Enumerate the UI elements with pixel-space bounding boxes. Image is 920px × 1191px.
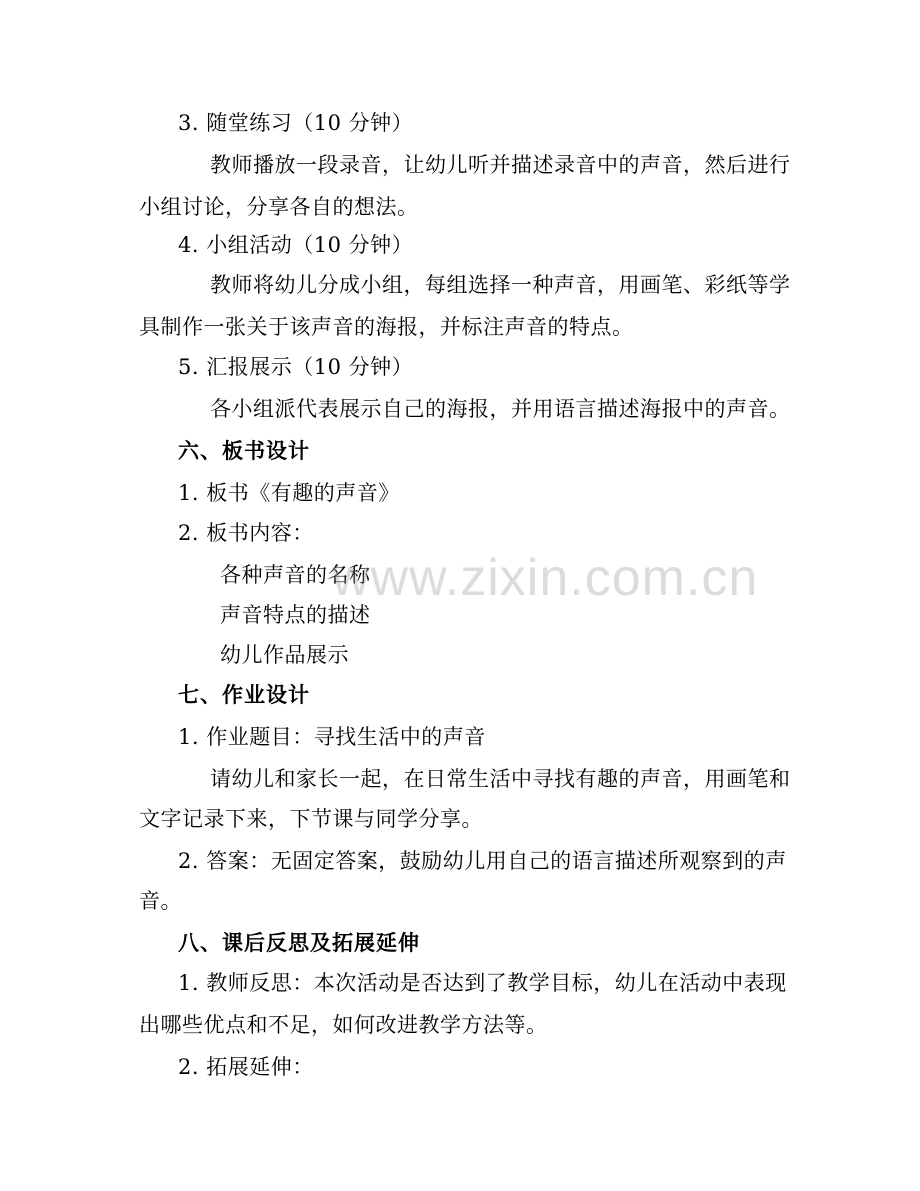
- list-item: 1. 作业题目：寻找生活中的声音: [178, 725, 486, 749]
- list-item: 1. 教师反思：本次活动是否达到了教学目标，幼儿在活动中表现: [178, 971, 787, 995]
- paragraph-line: 教师播放一段录音，让幼儿听并描述录音中的声音，然后进行: [210, 153, 791, 177]
- list-item-practice: 3. 随堂练习（10 分钟）: [178, 111, 414, 135]
- board-content-item: 幼儿作品展示: [220, 643, 349, 667]
- list-item-group-activity: 4. 小组活动（10 分钟）: [178, 233, 414, 257]
- section-heading-board-design: 六、板书设计: [178, 439, 310, 463]
- paragraph-line: 具制作一张关于该声音的海报，并标注声音的特点。: [139, 315, 634, 339]
- list-item: 2. 答案：无固定答案，鼓励幼儿用自己的语言描述所观察到的声: [178, 849, 787, 873]
- board-content-item: 各种声音的名称: [220, 563, 371, 587]
- board-content-item: 声音特点的描述: [220, 603, 371, 627]
- list-item-presentation: 5. 汇报展示（10 分钟）: [178, 355, 414, 379]
- paragraph-line: 请幼儿和家长一起，在日常生活中寻找有趣的声音，用画笔和: [210, 767, 791, 791]
- section-heading-reflection: 八、课后反思及拓展延伸: [178, 931, 420, 955]
- section-heading-homework: 七、作业设计: [178, 683, 310, 707]
- paragraph-line: 各小组派代表展示自己的海报，并用语言描述海报中的声音。: [210, 397, 791, 421]
- paragraph-line: 音。: [139, 889, 182, 913]
- paragraph-line: 小组讨论，分享各自的想法。: [139, 195, 419, 219]
- list-item: 2. 拓展延伸：: [178, 1055, 314, 1079]
- watermark: www.zixin.com.cn: [332, 549, 759, 607]
- paragraph-line: 文字记录下来，下节课与同学分享。: [139, 807, 483, 831]
- paragraph-line: 教师将幼儿分成小组，每组选择一种声音，用画笔、彩纸等学: [210, 273, 791, 297]
- paragraph-line: 出哪些优点和不足，如何改进教学方法等。: [139, 1013, 548, 1037]
- list-item: 1. 板书《有趣的声音》: [178, 481, 400, 505]
- list-item: 2. 板书内容：: [178, 521, 314, 545]
